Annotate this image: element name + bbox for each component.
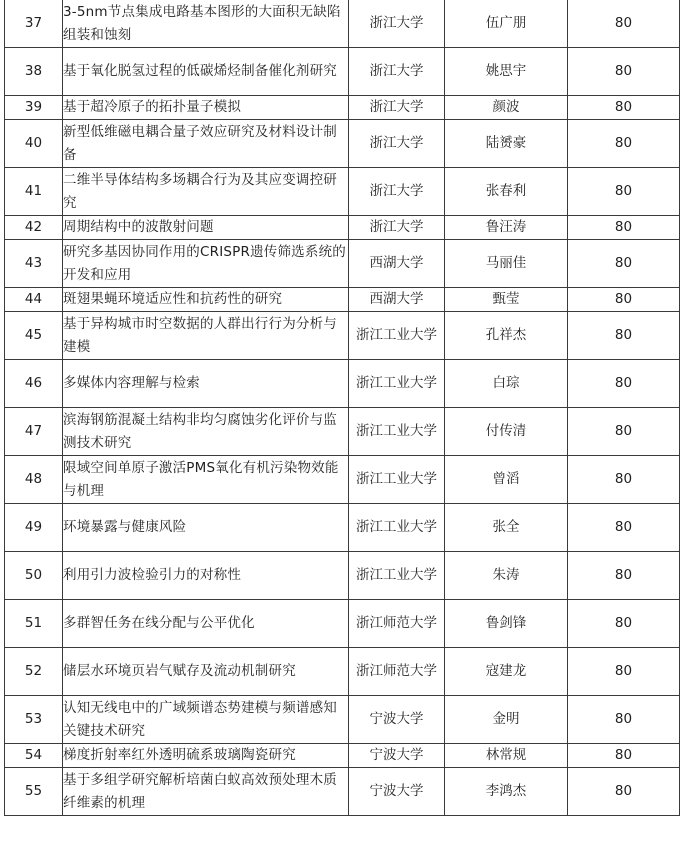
- row-number: 47: [5, 408, 63, 456]
- person-name: 张全: [445, 504, 568, 552]
- project-title: 限域空间单原子激活PMS氧化有机污染物效能与机理: [63, 456, 349, 504]
- score: 80: [568, 360, 680, 408]
- score: 80: [568, 456, 680, 504]
- project-title: 基于氧化脱氢过程的低碳烯烃制备催化剂研究: [63, 48, 349, 96]
- institution: 浙江工业大学: [349, 312, 445, 360]
- score: 80: [568, 216, 680, 240]
- table-row: [5, 648, 680, 696]
- row-number: 55: [5, 768, 63, 816]
- table-row: [5, 768, 680, 816]
- table-row: [5, 696, 680, 744]
- person-name: 金明: [445, 696, 568, 744]
- institution: 浙江大学: [349, 120, 445, 168]
- institution: 浙江大学: [349, 0, 445, 48]
- score: 80: [568, 768, 680, 816]
- project-title: 滨海钢筋混凝土结构非均匀腐蚀劣化评价与监测技术研究: [63, 408, 349, 456]
- institution: 浙江工业大学: [349, 552, 445, 600]
- project-title: 环境暴露与健康风险: [63, 504, 349, 552]
- score: 80: [568, 48, 680, 96]
- score: 80: [568, 96, 680, 120]
- score: 80: [568, 312, 680, 360]
- project-title: 基于超冷原子的拓扑量子模拟: [63, 96, 349, 120]
- project-title: 多媒体内容理解与检索: [63, 360, 349, 408]
- row-number: 37: [5, 0, 63, 48]
- institution: 浙江大学: [349, 48, 445, 96]
- institution: 宁波大学: [349, 696, 445, 744]
- person-name: 寇建龙: [445, 648, 568, 696]
- table-row: [5, 552, 680, 600]
- person-name: 林常规: [445, 744, 568, 768]
- project-title: 利用引力波检验引力的对称性: [63, 552, 349, 600]
- table-row: [5, 48, 680, 96]
- table-row: [5, 0, 680, 48]
- person-name: 甄莹: [445, 288, 568, 312]
- project-title: 周期结构中的波散射问题: [63, 216, 349, 240]
- table-row: [5, 168, 680, 216]
- project-title: 新型低维磁电耦合量子效应研究及材料设计制备: [63, 120, 349, 168]
- project-title: 二维半导体结构多场耦合行为及其应变调控研究: [63, 168, 349, 216]
- person-name: 马丽佳: [445, 240, 568, 288]
- score: 80: [568, 504, 680, 552]
- person-name: 孔祥杰: [445, 312, 568, 360]
- person-name: 鲁汪涛: [445, 216, 568, 240]
- institution: 宁波大学: [349, 744, 445, 768]
- project-list-table: [4, 0, 680, 816]
- person-name: 张春利: [445, 168, 568, 216]
- score: 80: [568, 648, 680, 696]
- project-title: 基于异构城市时空数据的人群出行行为分析与建模: [63, 312, 349, 360]
- score: 80: [568, 696, 680, 744]
- institution: 西湖大学: [349, 288, 445, 312]
- row-number: 51: [5, 600, 63, 648]
- table-row: [5, 744, 680, 768]
- table-row: [5, 120, 680, 168]
- project-title: 多群智任务在线分配与公平优化: [63, 600, 349, 648]
- person-name: 李鸿杰: [445, 768, 568, 816]
- score: 80: [568, 744, 680, 768]
- score: 80: [568, 120, 680, 168]
- person-name: 朱涛: [445, 552, 568, 600]
- row-number: 54: [5, 744, 63, 768]
- person-name: 姚思宇: [445, 48, 568, 96]
- institution: 浙江大学: [349, 168, 445, 216]
- project-title: 梯度折射率红外透明硫系玻璃陶瓷研究: [63, 744, 349, 768]
- row-number: 40: [5, 120, 63, 168]
- institution: 宁波大学: [349, 768, 445, 816]
- score: 80: [568, 288, 680, 312]
- table-row: [5, 240, 680, 288]
- row-number: 43: [5, 240, 63, 288]
- institution: 浙江工业大学: [349, 408, 445, 456]
- table-row: [5, 360, 680, 408]
- institution: 浙江师范大学: [349, 600, 445, 648]
- person-name: 鲁剑锋: [445, 600, 568, 648]
- row-number: 48: [5, 456, 63, 504]
- project-title: 储层水环境页岩气赋存及流动机制研究: [63, 648, 349, 696]
- person-name: 付传清: [445, 408, 568, 456]
- table-row: [5, 408, 680, 456]
- score: 80: [568, 408, 680, 456]
- row-number: 42: [5, 216, 63, 240]
- row-number: 49: [5, 504, 63, 552]
- table-row: [5, 288, 680, 312]
- institution: 浙江师范大学: [349, 648, 445, 696]
- row-number: 50: [5, 552, 63, 600]
- person-name: 颜波: [445, 96, 568, 120]
- table-row: [5, 312, 680, 360]
- person-name: 陆赟豪: [445, 120, 568, 168]
- project-title: 认知无线电中的广域频谱态势建模与频谱感知关键技术研究: [63, 696, 349, 744]
- project-title: 基于多组学研究解析培菌白蚁高效预处理木质纤维素的机理: [63, 768, 349, 816]
- table-row: [5, 504, 680, 552]
- table-row: [5, 456, 680, 504]
- table-row: [5, 216, 680, 240]
- row-number: 38: [5, 48, 63, 96]
- institution: 西湖大学: [349, 240, 445, 288]
- score: 80: [568, 0, 680, 48]
- person-name: 伍广朋: [445, 0, 568, 48]
- institution: 浙江大学: [349, 216, 445, 240]
- table-row: [5, 96, 680, 120]
- person-name: 曾滔: [445, 456, 568, 504]
- row-number: 52: [5, 648, 63, 696]
- project-title: 研究多基因协同作用的CRISPR遗传筛选系统的开发和应用: [63, 240, 349, 288]
- row-number: 39: [5, 96, 63, 120]
- row-number: 53: [5, 696, 63, 744]
- score: 80: [568, 552, 680, 600]
- institution: 浙江工业大学: [349, 360, 445, 408]
- row-number: 41: [5, 168, 63, 216]
- score: 80: [568, 240, 680, 288]
- row-number: 45: [5, 312, 63, 360]
- institution: 浙江工业大学: [349, 504, 445, 552]
- score: 80: [568, 168, 680, 216]
- row-number: 44: [5, 288, 63, 312]
- person-name: 白琮: [445, 360, 568, 408]
- institution: 浙江工业大学: [349, 456, 445, 504]
- project-title: 3-5nm节点集成电路基本图形的大面积无缺陷组装和蚀刻: [63, 0, 349, 48]
- score: 80: [568, 600, 680, 648]
- table-row: [5, 600, 680, 648]
- institution: 浙江大学: [349, 96, 445, 120]
- row-number: 46: [5, 360, 63, 408]
- project-title: 斑翅果蝇环境适应性和抗药性的研究: [63, 288, 349, 312]
